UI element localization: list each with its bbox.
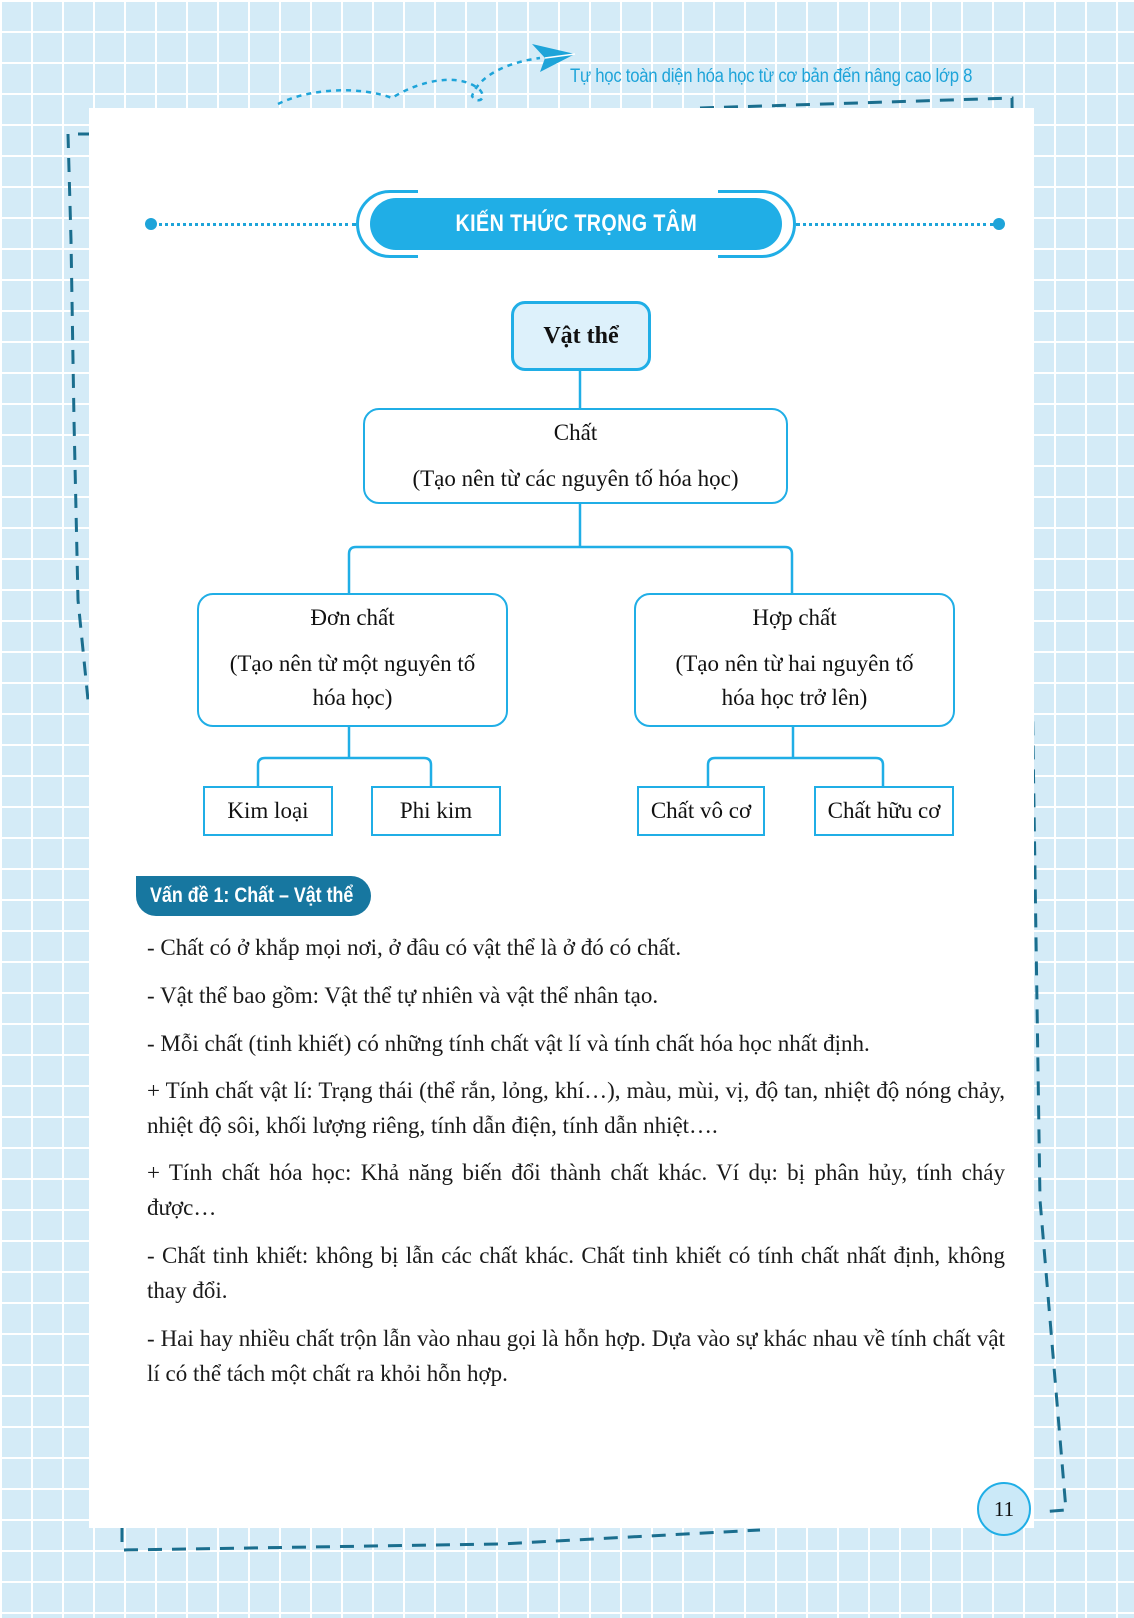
node-chat-subtitle: (Tạo nên từ các nguyên tố hóa học) [412, 466, 739, 491]
diagram-root-node [511, 301, 651, 371]
node-hop-chat [634, 593, 955, 727]
paragraph: + Tính chất vật lí: Trạng thái (thể rắn, lỏng, khí…), màu, mùi, vị, độ tan, nhiệt độ nóng chảy, nhiệt độ sôi, khối lượng riêng, tính dẫn điện, tính dẫn nhiệt…. [147, 1078, 1005, 1138]
node-don-chat [197, 593, 508, 727]
banner-label: KIẾN THỨC TRỌNG TÂM [455, 210, 697, 237]
paragraph: - Chất tinh khiết: không bị lẫn các chất khác. Chất tinh khiết có tính chất nhất định, không thay đổi. [147, 1243, 1005, 1303]
header-title: Tự học toàn diện hóa học từ cơ bản đến nâng cao lớp 8 [570, 66, 973, 87]
paragraph: - Vật thể bao gồm: Vật thể tự nhiên và vật thể nhân tạo. [147, 983, 659, 1008]
node-don-chat-line2: hóa học) [312, 685, 393, 710]
leaf-kim-loai: Kim loại [203, 786, 333, 836]
node-don-chat-title: Đơn chất [310, 605, 395, 630]
section-tag [136, 876, 371, 916]
leaf-phi-kim: Phi kim [371, 786, 501, 836]
leaf-chat-vo-co: Chất vô cơ [637, 786, 765, 836]
paragraph: - Mỗi chất (tinh khiết) có những tính chất vật lí và tính chất hóa học nhất định. [147, 1031, 870, 1056]
node-chat-title: Chất [553, 420, 598, 445]
page-number: 11 [977, 1482, 1031, 1536]
leaf-chat-huu-co: Chất hữu cơ [814, 786, 954, 836]
paragraph: - Chất có ở khắp mọi nơi, ở đâu có vật thể là ở đó có chất. [147, 935, 682, 960]
paragraph: + Tính chất hóa học: Khả năng biến đổi thành chất khác. Ví dụ: bị phân hủy, tính cháy được… [147, 1160, 1005, 1220]
node-hop-chat-title: Hợp chất [752, 605, 837, 630]
node-hop-chat-line1: (Tạo nên từ hai nguyên tố [675, 651, 914, 676]
node-don-chat-line1: (Tạo nên từ một nguyên tố [229, 651, 476, 676]
node-chat [363, 408, 788, 504]
paragraph: - Hai hay nhiều chất trộn lẫn vào nhau gọi là hỗn hợp. Dựa vào sự khác nhau về tính chất vật lí có thể tách một chất ra khỏi hỗn hợp. [147, 1326, 1005, 1386]
node-hop-chat-line2: hóa học trở lên) [721, 685, 868, 710]
root-label: Vật thể [543, 322, 619, 349]
section-tag-label: Vấn đề 1: Chất – Vật thể [150, 884, 354, 907]
